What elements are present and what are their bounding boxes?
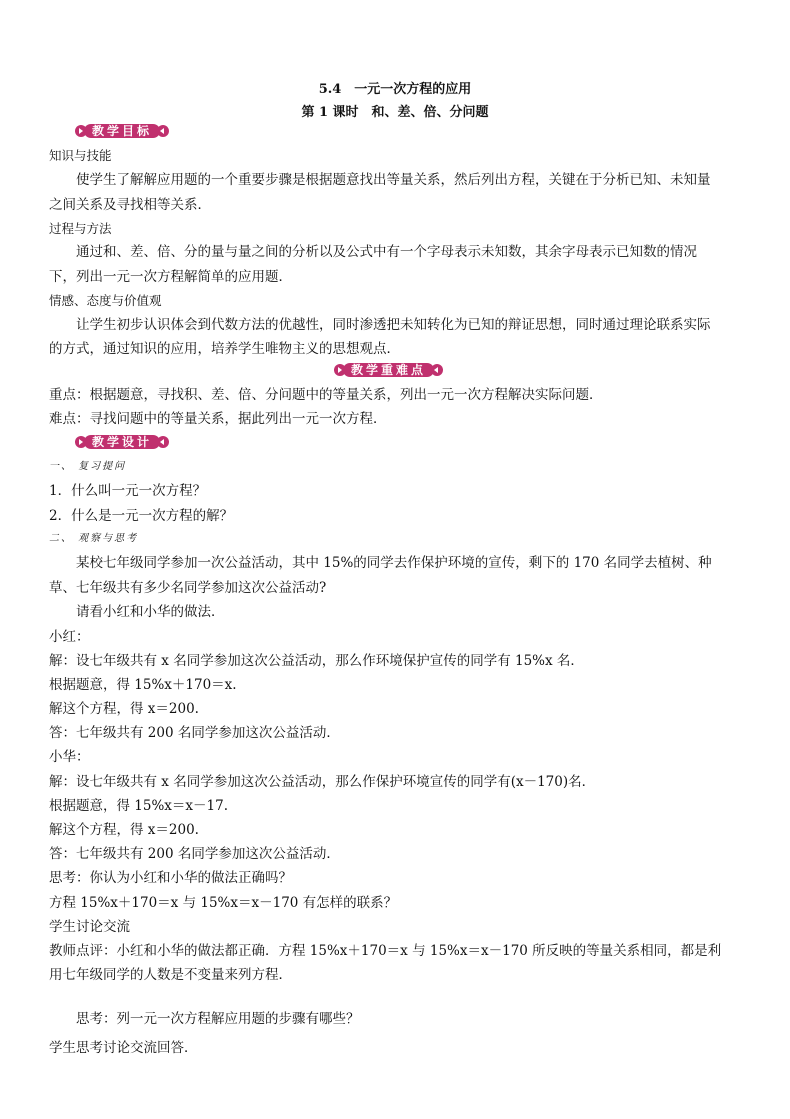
paragraph-line: 方程 15%x＋170＝x 与 15%x＝x－170 有怎样的联系？ (49, 895, 398, 911)
paragraph-line: 学生思考讨论交流回答． (49, 1040, 198, 1056)
paragraph-line: 解这个方程，得 x＝200. (49, 701, 199, 717)
arrow-left-icon (157, 125, 169, 137)
paragraph-line: 2．什么是一元一次方程的解？ (49, 508, 234, 524)
paragraph-line: 思考：你认为小红和小华的做法正确吗？ (49, 870, 292, 886)
lesson-title: 5.4 一元一次方程的应用 (318, 82, 472, 97)
subsection-heading: 一、 复习提问 (49, 461, 127, 472)
subheading: 知识与技能 (49, 148, 112, 163)
lesson-subtitle: 第 1 课时 和、差、倍、分问题 (301, 105, 489, 120)
paragraph-line: 学生讨论交流 (49, 919, 130, 935)
section-label: 教学设计 (84, 435, 160, 449)
paragraph-line: 答：七年级共有 200 名同学参加这次公益活动． (49, 846, 340, 862)
paragraph-line: 根据题意，得 15%x＝x－17. (49, 798, 228, 814)
paragraph-line: 通过和、差、倍、分的量与量之间的分析以及公式中有一个字母表示未知数，其余字母表示已知数的情况 (49, 244, 697, 260)
paragraph-line: 之间关系及寻找相等关系． (49, 197, 211, 213)
arrow-left-icon (157, 436, 169, 448)
section-label: 教学重难点 (343, 363, 434, 377)
arrow-right-icon (75, 436, 87, 448)
section-label: 教学目标 (84, 124, 160, 138)
paragraph-line: 思考：列一元一次方程解应用题的步骤有哪些？ (49, 1011, 360, 1027)
paragraph-line: 答：七年级共有 200 名同学参加这次公益活动． (49, 725, 340, 741)
paragraph-line: 教师点评：小红和小华的做法都正确．方程 15%x＋170＝x 与 15%x＝x－170 所反映的等量关系相同，都是利 (49, 943, 722, 959)
paragraph-line: 用七年级同学的人数是不变量来列方程． (49, 967, 292, 983)
paragraph-line: 小红： (49, 629, 90, 645)
paragraph-line: 重点：根据题意，寻找积、差、倍、分问题中的等量关系，列出一元一次方程解决实际问题． (49, 387, 603, 403)
subheading: 过程与方法 (49, 221, 112, 236)
paragraph-line: 使学生了解解应用题的一个重要步骤是根据题意找出等量关系，然后列出方程，关键在于分析已知、未知量 (49, 172, 711, 188)
paragraph-line: 小华： (49, 749, 90, 765)
paragraph-line: 让学生初步认识体会到代数方法的优越性，同时渗透把未知转化为已知的辩证思想，同时通过理论联系实际 (49, 317, 711, 333)
paragraph-line: 难点：寻找问题中的等量关系，据此列出一元一次方程． (49, 411, 387, 427)
paragraph-line: 的方式，通过知识的应用，培养学生唯物主义的思想观点． (49, 341, 400, 357)
arrow-right-icon (75, 125, 87, 137)
paragraph-line: 草、七年级共有多少名同学参加这次公益活动? (49, 580, 327, 596)
arrow-left-icon (431, 364, 443, 376)
paragraph-line: 请看小红和小华的做法． (49, 604, 225, 620)
paragraph-line: 根据题意，得 15%x＋170＝x. (49, 677, 237, 693)
paragraph-line: 解：设七年级共有 x 名同学参加这次公益活动，那么作环境保护宣传的同学有 15%x 名． (49, 653, 584, 669)
subsection-heading: 二、 观察与思考 (49, 533, 139, 544)
section-badge-goals (75, 123, 169, 139)
subheading: 情感、态度与价值观 (49, 293, 162, 308)
paragraph-line: 1．什么叫一元一次方程？ (49, 483, 207, 499)
paragraph-line: 某校七年级同学参加一次公益活动，其中 15%的同学去作保护环境的宣传，剩下的 170 名同学去植树、种 (49, 555, 712, 571)
paragraph-line: 解这个方程，得 x＝200. (49, 822, 199, 838)
paragraph-line: 下，列出一元一次方程解简单的应用题． (49, 269, 292, 285)
section-badge-design (75, 434, 169, 450)
arrow-right-icon (334, 364, 346, 376)
paragraph-line: 解：设七年级共有 x 名同学参加这次公益活动，那么作保护环境宣传的同学有(x－170)名． (49, 774, 596, 790)
section-badge-keypoints (334, 362, 443, 378)
